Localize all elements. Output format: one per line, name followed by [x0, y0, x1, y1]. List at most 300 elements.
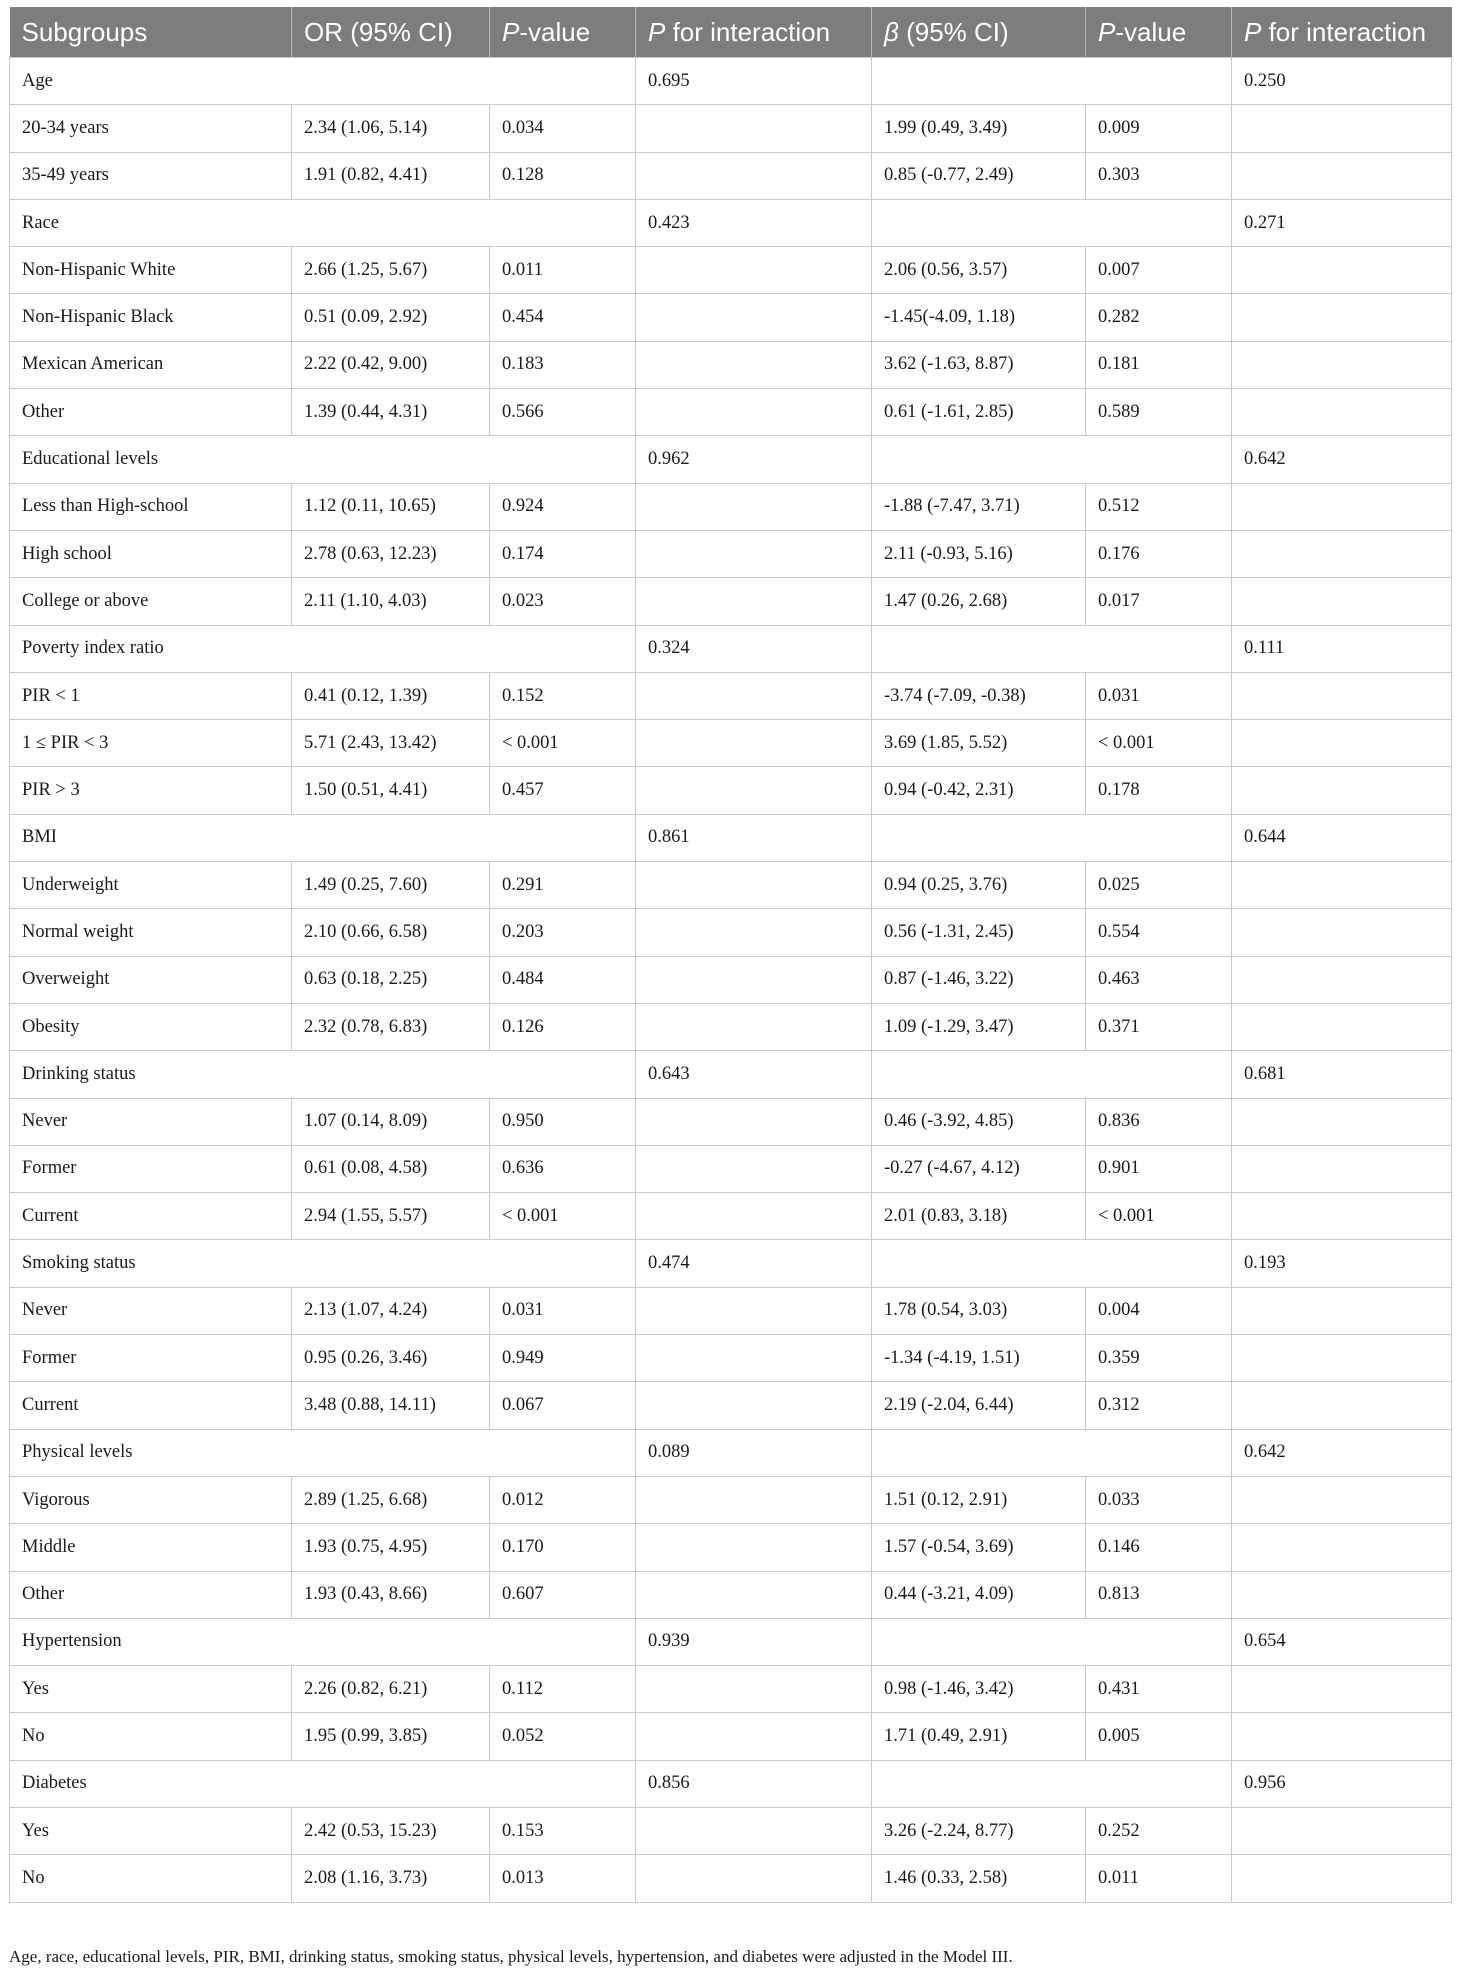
or-ci-cell: 2.89 (1.25, 6.68) [292, 1476, 490, 1523]
header-beta-suffix: (95% CI) [898, 16, 1009, 47]
group-header-row [10, 1760, 1452, 1807]
p-value-or-cell: 0.457 [490, 767, 636, 814]
empty-cell [636, 389, 872, 436]
empty-cell [1232, 1666, 1452, 1713]
group-header-row [10, 199, 1452, 246]
p-value-or-cell: 0.203 [490, 909, 636, 956]
or-ci-cell: 2.94 (1.55, 5.57) [292, 1193, 490, 1240]
p-value-beta-cell: 0.031 [1086, 672, 1232, 719]
p-value-or-cell: 0.924 [490, 483, 636, 530]
subgroup-label-cell: Overweight [10, 956, 292, 1003]
p-value-or-cell: 0.023 [490, 578, 636, 625]
table-row [10, 247, 1452, 294]
subgroup-label-cell: Mexican American [10, 341, 292, 388]
subgroup-label-cell: Current [10, 1382, 292, 1429]
p-value-beta-cell: 0.017 [1086, 578, 1232, 625]
or-ci-cell: 1.12 (0.11, 10.65) [292, 483, 490, 530]
subgroup-label-cell: 35-49 years [10, 152, 292, 199]
p-value-or-cell: 0.152 [490, 672, 636, 719]
empty-cell [636, 530, 872, 577]
table-row [10, 1287, 1452, 1334]
table-row [10, 1382, 1452, 1429]
group-label-cell: Poverty index ratio [10, 625, 636, 672]
p-value-or-cell: 0.454 [490, 294, 636, 341]
header-pint2-italic: P [1244, 16, 1262, 47]
p-value-beta-cell: 0.025 [1086, 862, 1232, 909]
beta-ci-cell: 1.51 (0.12, 2.91) [872, 1476, 1086, 1523]
subgroup-label-cell: Normal weight [10, 909, 292, 956]
subgroup-label-cell: Never [10, 1098, 292, 1145]
subgroup-label-cell: Former [10, 1145, 292, 1192]
beta-ci-cell: -3.74 (-7.09, -0.38) [872, 672, 1086, 719]
or-ci-cell: 1.50 (0.51, 4.41) [292, 767, 490, 814]
beta-ci-cell: 0.61 (-1.61, 2.85) [872, 389, 1086, 436]
empty-cell [636, 578, 872, 625]
beta-ci-cell: 0.94 (0.25, 3.76) [872, 862, 1086, 909]
table-row [10, 152, 1452, 199]
beta-ci-cell: 3.69 (1.85, 5.52) [872, 720, 1086, 767]
header-p-suffix: -value [519, 16, 591, 47]
group-label-cell: Hypertension [10, 1618, 636, 1665]
empty-cell [1232, 720, 1452, 767]
table-row [10, 909, 1452, 956]
p-value-or-cell: 0.566 [490, 389, 636, 436]
empty-cell [872, 199, 1232, 246]
empty-cell [636, 720, 872, 767]
subgroup-label-cell: Yes [10, 1807, 292, 1854]
p-interaction-or-cell: 0.939 [636, 1618, 872, 1665]
or-ci-cell: 2.34 (1.06, 5.14) [292, 105, 490, 152]
p-interaction-or-cell: 0.089 [636, 1429, 872, 1476]
or-ci-cell: 2.11 (1.10, 4.03) [292, 578, 490, 625]
table-row [10, 767, 1452, 814]
p-value-beta-cell: 0.176 [1086, 530, 1232, 577]
p-value-or-cell: 0.126 [490, 1003, 636, 1050]
table-row [10, 530, 1452, 577]
or-ci-cell: 0.95 (0.26, 3.46) [292, 1335, 490, 1382]
group-label-cell: Race [10, 199, 636, 246]
p-interaction-or-cell: 0.962 [636, 436, 872, 483]
p-interaction-beta-cell: 0.654 [1232, 1618, 1452, 1665]
table-row [10, 1098, 1452, 1145]
p-interaction-beta-cell: 0.642 [1232, 1429, 1452, 1476]
p-value-beta-cell: 0.033 [1086, 1476, 1232, 1523]
p-value-beta-cell: 0.359 [1086, 1335, 1232, 1382]
beta-ci-cell: 1.46 (0.33, 2.58) [872, 1855, 1086, 1902]
beta-ci-cell: 1.99 (0.49, 3.49) [872, 105, 1086, 152]
empty-cell [636, 909, 872, 956]
beta-ci-cell: 2.11 (-0.93, 5.16) [872, 530, 1086, 577]
p-value-beta-cell: 0.252 [1086, 1807, 1232, 1854]
empty-cell [1232, 1807, 1452, 1854]
empty-cell [636, 1287, 872, 1334]
header-p2-italic: P [1098, 16, 1116, 47]
or-ci-cell: 2.42 (0.53, 15.23) [292, 1807, 490, 1854]
p-interaction-beta-cell: 0.111 [1232, 625, 1452, 672]
p-value-or-cell: 0.950 [490, 1098, 636, 1145]
p-value-beta-cell: 0.813 [1086, 1571, 1232, 1618]
or-ci-cell: 1.07 (0.14, 8.09) [292, 1098, 490, 1145]
beta-ci-cell: 0.44 (-3.21, 4.09) [872, 1571, 1086, 1618]
group-header-row [10, 1240, 1452, 1287]
p-value-beta-cell: < 0.001 [1086, 720, 1232, 767]
subgroup-label-cell: Less than High-school [10, 483, 292, 530]
or-ci-cell: 0.41 (0.12, 1.39) [292, 672, 490, 719]
empty-cell [636, 1666, 872, 1713]
empty-cell [636, 1807, 872, 1854]
table-row [10, 862, 1452, 909]
empty-cell [872, 625, 1232, 672]
p-interaction-beta-cell: 0.271 [1232, 199, 1452, 246]
p-interaction-beta-cell: 0.642 [1232, 436, 1452, 483]
p-value-beta-cell: 0.282 [1086, 294, 1232, 341]
empty-cell [1232, 956, 1452, 1003]
empty-cell [872, 814, 1232, 861]
table-header [10, 7, 1452, 58]
or-ci-cell: 2.10 (0.66, 6.58) [292, 909, 490, 956]
header-beta-ci [872, 7, 1086, 58]
subgroup-table-container [9, 7, 1451, 1903]
empty-cell [1232, 578, 1452, 625]
or-ci-cell: 2.13 (1.07, 4.24) [292, 1287, 490, 1334]
empty-cell [872, 1760, 1232, 1807]
header-subgroups-text: Subgroups [21, 16, 148, 47]
empty-cell [636, 247, 872, 294]
header-p-value-or [490, 7, 636, 58]
header-beta-italic: β [884, 16, 899, 47]
beta-ci-cell: 1.47 (0.26, 2.68) [872, 578, 1086, 625]
header-pint-suffix: for interaction [665, 16, 831, 47]
p-value-or-cell: 0.153 [490, 1807, 636, 1854]
header-row [10, 7, 1452, 58]
group-header-row [10, 436, 1452, 483]
p-interaction-or-cell: 0.643 [636, 1051, 872, 1098]
p-value-beta-cell: 0.312 [1086, 1382, 1232, 1429]
p-value-or-cell: 0.128 [490, 152, 636, 199]
table-row [10, 720, 1452, 767]
beta-ci-cell: -1.34 (-4.19, 1.51) [872, 1335, 1086, 1382]
empty-cell [636, 1382, 872, 1429]
or-ci-cell: 2.08 (1.16, 3.73) [292, 1855, 490, 1902]
or-ci-cell: 2.66 (1.25, 5.67) [292, 247, 490, 294]
beta-ci-cell: 1.57 (-0.54, 3.69) [872, 1524, 1086, 1571]
p-value-or-cell: 0.484 [490, 956, 636, 1003]
p-value-beta-cell: 0.178 [1086, 767, 1232, 814]
empty-cell [636, 1098, 872, 1145]
empty-cell [1232, 1382, 1452, 1429]
empty-cell [636, 294, 872, 341]
beta-ci-cell: 1.78 (0.54, 3.03) [872, 1287, 1086, 1334]
empty-cell [872, 1240, 1232, 1287]
p-value-or-cell: 0.031 [490, 1287, 636, 1334]
table-body [10, 58, 1452, 1903]
p-value-or-cell: < 0.001 [490, 720, 636, 767]
table-row [10, 341, 1452, 388]
p-value-or-cell: 0.013 [490, 1855, 636, 1902]
or-ci-cell: 2.78 (0.63, 12.23) [292, 530, 490, 577]
empty-cell [1232, 105, 1452, 152]
or-ci-cell: 1.91 (0.82, 4.41) [292, 152, 490, 199]
empty-cell [636, 1855, 872, 1902]
subgroup-label-cell: Middle [10, 1524, 292, 1571]
empty-cell [636, 483, 872, 530]
empty-cell [1232, 1476, 1452, 1523]
empty-cell [1232, 294, 1452, 341]
p-value-beta-cell: 0.836 [1086, 1098, 1232, 1145]
beta-ci-cell: 0.56 (-1.31, 2.45) [872, 909, 1086, 956]
empty-cell [872, 1051, 1232, 1098]
subgroup-label-cell: Never [10, 1287, 292, 1334]
beta-ci-cell: 0.85 (-0.77, 2.49) [872, 152, 1086, 199]
group-header-row [10, 1429, 1452, 1476]
subgroup-label-cell: PIR < 1 [10, 672, 292, 719]
subgroup-label-cell: Underweight [10, 862, 292, 909]
subgroup-label-cell: College or above [10, 578, 292, 625]
empty-cell [1232, 483, 1452, 530]
table-row [10, 483, 1452, 530]
beta-ci-cell: 0.46 (-3.92, 4.85) [872, 1098, 1086, 1145]
or-ci-cell: 2.26 (0.82, 6.21) [292, 1666, 490, 1713]
p-value-or-cell: 0.170 [490, 1524, 636, 1571]
beta-ci-cell: -0.27 (-4.67, 4.12) [872, 1145, 1086, 1192]
or-ci-cell: 1.93 (0.75, 4.95) [292, 1524, 490, 1571]
p-interaction-beta-cell: 0.681 [1232, 1051, 1452, 1098]
empty-cell [636, 956, 872, 1003]
beta-ci-cell: 0.94 (-0.42, 2.31) [872, 767, 1086, 814]
header-pint-italic: P [648, 16, 666, 47]
table-row [10, 105, 1452, 152]
beta-ci-cell: 2.01 (0.83, 3.18) [872, 1193, 1086, 1240]
p-interaction-beta-cell: 0.193 [1232, 1240, 1452, 1287]
p-value-or-cell: 0.012 [490, 1476, 636, 1523]
table-row [10, 578, 1452, 625]
beta-ci-cell: 3.62 (-1.63, 8.87) [872, 341, 1086, 388]
or-ci-cell: 1.93 (0.43, 8.66) [292, 1571, 490, 1618]
subgroup-label-cell: Obesity [10, 1003, 292, 1050]
table-row [10, 672, 1452, 719]
empty-cell [1232, 1524, 1452, 1571]
empty-cell [872, 58, 1232, 105]
p-value-beta-cell: 0.007 [1086, 247, 1232, 294]
empty-cell [636, 1003, 872, 1050]
beta-ci-cell: 0.98 (-1.46, 3.42) [872, 1666, 1086, 1713]
empty-cell [636, 1193, 872, 1240]
p-value-beta-cell: 0.589 [1086, 389, 1232, 436]
beta-ci-cell: 1.09 (-1.29, 3.47) [872, 1003, 1086, 1050]
p-value-beta-cell: 0.554 [1086, 909, 1232, 956]
p-value-or-cell: 0.291 [490, 862, 636, 909]
subgroup-label-cell: Other [10, 1571, 292, 1618]
header-p2-suffix: -value [1115, 16, 1187, 47]
empty-cell [1232, 1713, 1452, 1760]
p-interaction-beta-cell: 0.250 [1232, 58, 1452, 105]
header-p-value-beta [1086, 7, 1232, 58]
p-interaction-or-cell: 0.856 [636, 1760, 872, 1807]
subgroup-label-cell: Other [10, 389, 292, 436]
or-ci-cell: 1.39 (0.44, 4.31) [292, 389, 490, 436]
or-ci-cell: 0.61 (0.08, 4.58) [292, 1145, 490, 1192]
group-header-row [10, 58, 1452, 105]
p-value-or-cell: < 0.001 [490, 1193, 636, 1240]
group-label-cell: Drinking status [10, 1051, 636, 1098]
beta-ci-cell: 1.71 (0.49, 2.91) [872, 1713, 1086, 1760]
p-interaction-or-cell: 0.474 [636, 1240, 872, 1287]
p-value-or-cell: 0.636 [490, 1145, 636, 1192]
header-p-interaction-or [636, 7, 872, 58]
table-row [10, 1855, 1452, 1902]
group-label-cell: Physical levels [10, 1429, 636, 1476]
group-label-cell: Diabetes [10, 1760, 636, 1807]
empty-cell [1232, 672, 1452, 719]
subgroup-label-cell: No [10, 1855, 292, 1902]
subgroup-analysis-table [9, 7, 1452, 1903]
p-value-or-cell: 0.011 [490, 247, 636, 294]
group-label-cell: Smoking status [10, 1240, 636, 1287]
p-interaction-beta-cell: 0.644 [1232, 814, 1452, 861]
empty-cell [636, 105, 872, 152]
empty-cell [1232, 1571, 1452, 1618]
p-value-beta-cell: 0.371 [1086, 1003, 1232, 1050]
or-ci-cell: 5.71 (2.43, 13.42) [292, 720, 490, 767]
beta-ci-cell: 3.26 (-2.24, 8.77) [872, 1807, 1086, 1854]
or-ci-cell: 0.63 (0.18, 2.25) [292, 956, 490, 1003]
header-or-ci-text: OR (95% CI) [304, 16, 453, 47]
empty-cell [636, 1476, 872, 1523]
p-value-beta-cell: 0.004 [1086, 1287, 1232, 1334]
empty-cell [1232, 1145, 1452, 1192]
p-value-or-cell: 0.052 [490, 1713, 636, 1760]
header-pint2-suffix: for interaction [1261, 16, 1427, 47]
empty-cell [1232, 1193, 1452, 1240]
table-row [10, 1476, 1452, 1523]
p-value-or-cell: 0.949 [490, 1335, 636, 1382]
empty-cell [636, 767, 872, 814]
empty-cell [636, 1571, 872, 1618]
p-interaction-or-cell: 0.423 [636, 199, 872, 246]
empty-cell [636, 1524, 872, 1571]
p-value-beta-cell: 0.005 [1086, 1713, 1232, 1760]
beta-ci-cell: 2.06 (0.56, 3.57) [872, 247, 1086, 294]
empty-cell [1232, 862, 1452, 909]
or-ci-cell: 1.49 (0.25, 7.60) [292, 862, 490, 909]
group-label-cell: Educational levels [10, 436, 636, 483]
p-value-beta-cell: 0.181 [1086, 341, 1232, 388]
empty-cell [636, 862, 872, 909]
empty-cell [1232, 530, 1452, 577]
group-label-cell: Age [10, 58, 636, 105]
p-value-beta-cell: 0.463 [1086, 956, 1232, 1003]
beta-ci-cell: -1.88 (-7.47, 3.71) [872, 483, 1086, 530]
table-row [10, 1713, 1452, 1760]
p-interaction-or-cell: 0.861 [636, 814, 872, 861]
group-header-row [10, 814, 1452, 861]
table-row [10, 1571, 1452, 1618]
subgroup-label-cell: PIR > 3 [10, 767, 292, 814]
table-row [10, 1145, 1452, 1192]
empty-cell [1232, 1855, 1452, 1902]
subgroup-label-cell: High school [10, 530, 292, 577]
subgroup-label-cell: Non-Hispanic White [10, 247, 292, 294]
empty-cell [1232, 909, 1452, 956]
group-label-cell: BMI [10, 814, 636, 861]
header-or-ci [292, 7, 490, 58]
p-value-or-cell: 0.607 [490, 1571, 636, 1618]
empty-cell [636, 1713, 872, 1760]
subgroup-label-cell: 20-34 years [10, 105, 292, 152]
empty-cell [872, 1429, 1232, 1476]
or-ci-cell: 2.32 (0.78, 6.83) [292, 1003, 490, 1050]
header-p-italic: P [502, 16, 520, 47]
p-value-or-cell: 0.067 [490, 1382, 636, 1429]
subgroup-label-cell: Non-Hispanic Black [10, 294, 292, 341]
empty-cell [636, 672, 872, 719]
table-row [10, 389, 1452, 436]
table-row [10, 1807, 1452, 1854]
subgroup-label-cell: No [10, 1713, 292, 1760]
empty-cell [1232, 341, 1452, 388]
p-value-beta-cell: 0.303 [1086, 152, 1232, 199]
table-row [10, 956, 1452, 1003]
p-value-or-cell: 0.112 [490, 1666, 636, 1713]
table-footnote: Age, race, educational levels, PIR, BMI, drinking status, smoking status, physical levels, hypertension, and diabetes were adjusted in the Model III. [9, 1947, 1013, 1966]
empty-cell [636, 152, 872, 199]
p-value-beta-cell: 0.431 [1086, 1666, 1232, 1713]
subgroup-label-cell: Vigorous [10, 1476, 292, 1523]
table-row [10, 1193, 1452, 1240]
p-value-beta-cell: < 0.001 [1086, 1193, 1232, 1240]
empty-cell [1232, 389, 1452, 436]
subgroup-label-cell: Yes [10, 1666, 292, 1713]
beta-ci-cell: -1.45(-4.09, 1.18) [872, 294, 1086, 341]
p-value-beta-cell: 0.512 [1086, 483, 1232, 530]
empty-cell [1232, 1003, 1452, 1050]
table-row [10, 294, 1452, 341]
empty-cell [1232, 1287, 1452, 1334]
or-ci-cell: 1.95 (0.99, 3.85) [292, 1713, 490, 1760]
p-interaction-or-cell: 0.695 [636, 58, 872, 105]
p-value-beta-cell: 0.009 [1086, 105, 1232, 152]
group-header-row [10, 1051, 1452, 1098]
table-row [10, 1335, 1452, 1382]
subgroup-label-cell: 1 ≤ PIR < 3 [10, 720, 292, 767]
empty-cell [1232, 1098, 1452, 1145]
group-header-row [10, 625, 1452, 672]
p-interaction-beta-cell: 0.956 [1232, 1760, 1452, 1807]
p-value-or-cell: 0.034 [490, 105, 636, 152]
empty-cell [1232, 1335, 1452, 1382]
p-value-or-cell: 0.174 [490, 530, 636, 577]
p-value-beta-cell: 0.011 [1086, 1855, 1232, 1902]
p-value-or-cell: 0.183 [490, 341, 636, 388]
table-row [10, 1524, 1452, 1571]
empty-cell [1232, 152, 1452, 199]
beta-ci-cell: 0.87 (-1.46, 3.22) [872, 956, 1086, 1003]
beta-ci-cell: 2.19 (-2.04, 6.44) [872, 1382, 1086, 1429]
empty-cell [636, 1335, 872, 1382]
subgroup-label-cell: Current [10, 1193, 292, 1240]
subgroup-label-cell: Former [10, 1335, 292, 1382]
empty-cell [1232, 247, 1452, 294]
group-header-row [10, 1618, 1452, 1665]
or-ci-cell: 0.51 (0.09, 2.92) [292, 294, 490, 341]
or-ci-cell: 2.22 (0.42, 9.00) [292, 341, 490, 388]
table-row [10, 1666, 1452, 1713]
table-row [10, 1003, 1452, 1050]
p-value-beta-cell: 0.146 [1086, 1524, 1232, 1571]
empty-cell [1232, 767, 1452, 814]
p-interaction-or-cell: 0.324 [636, 625, 872, 672]
empty-cell [872, 1618, 1232, 1665]
